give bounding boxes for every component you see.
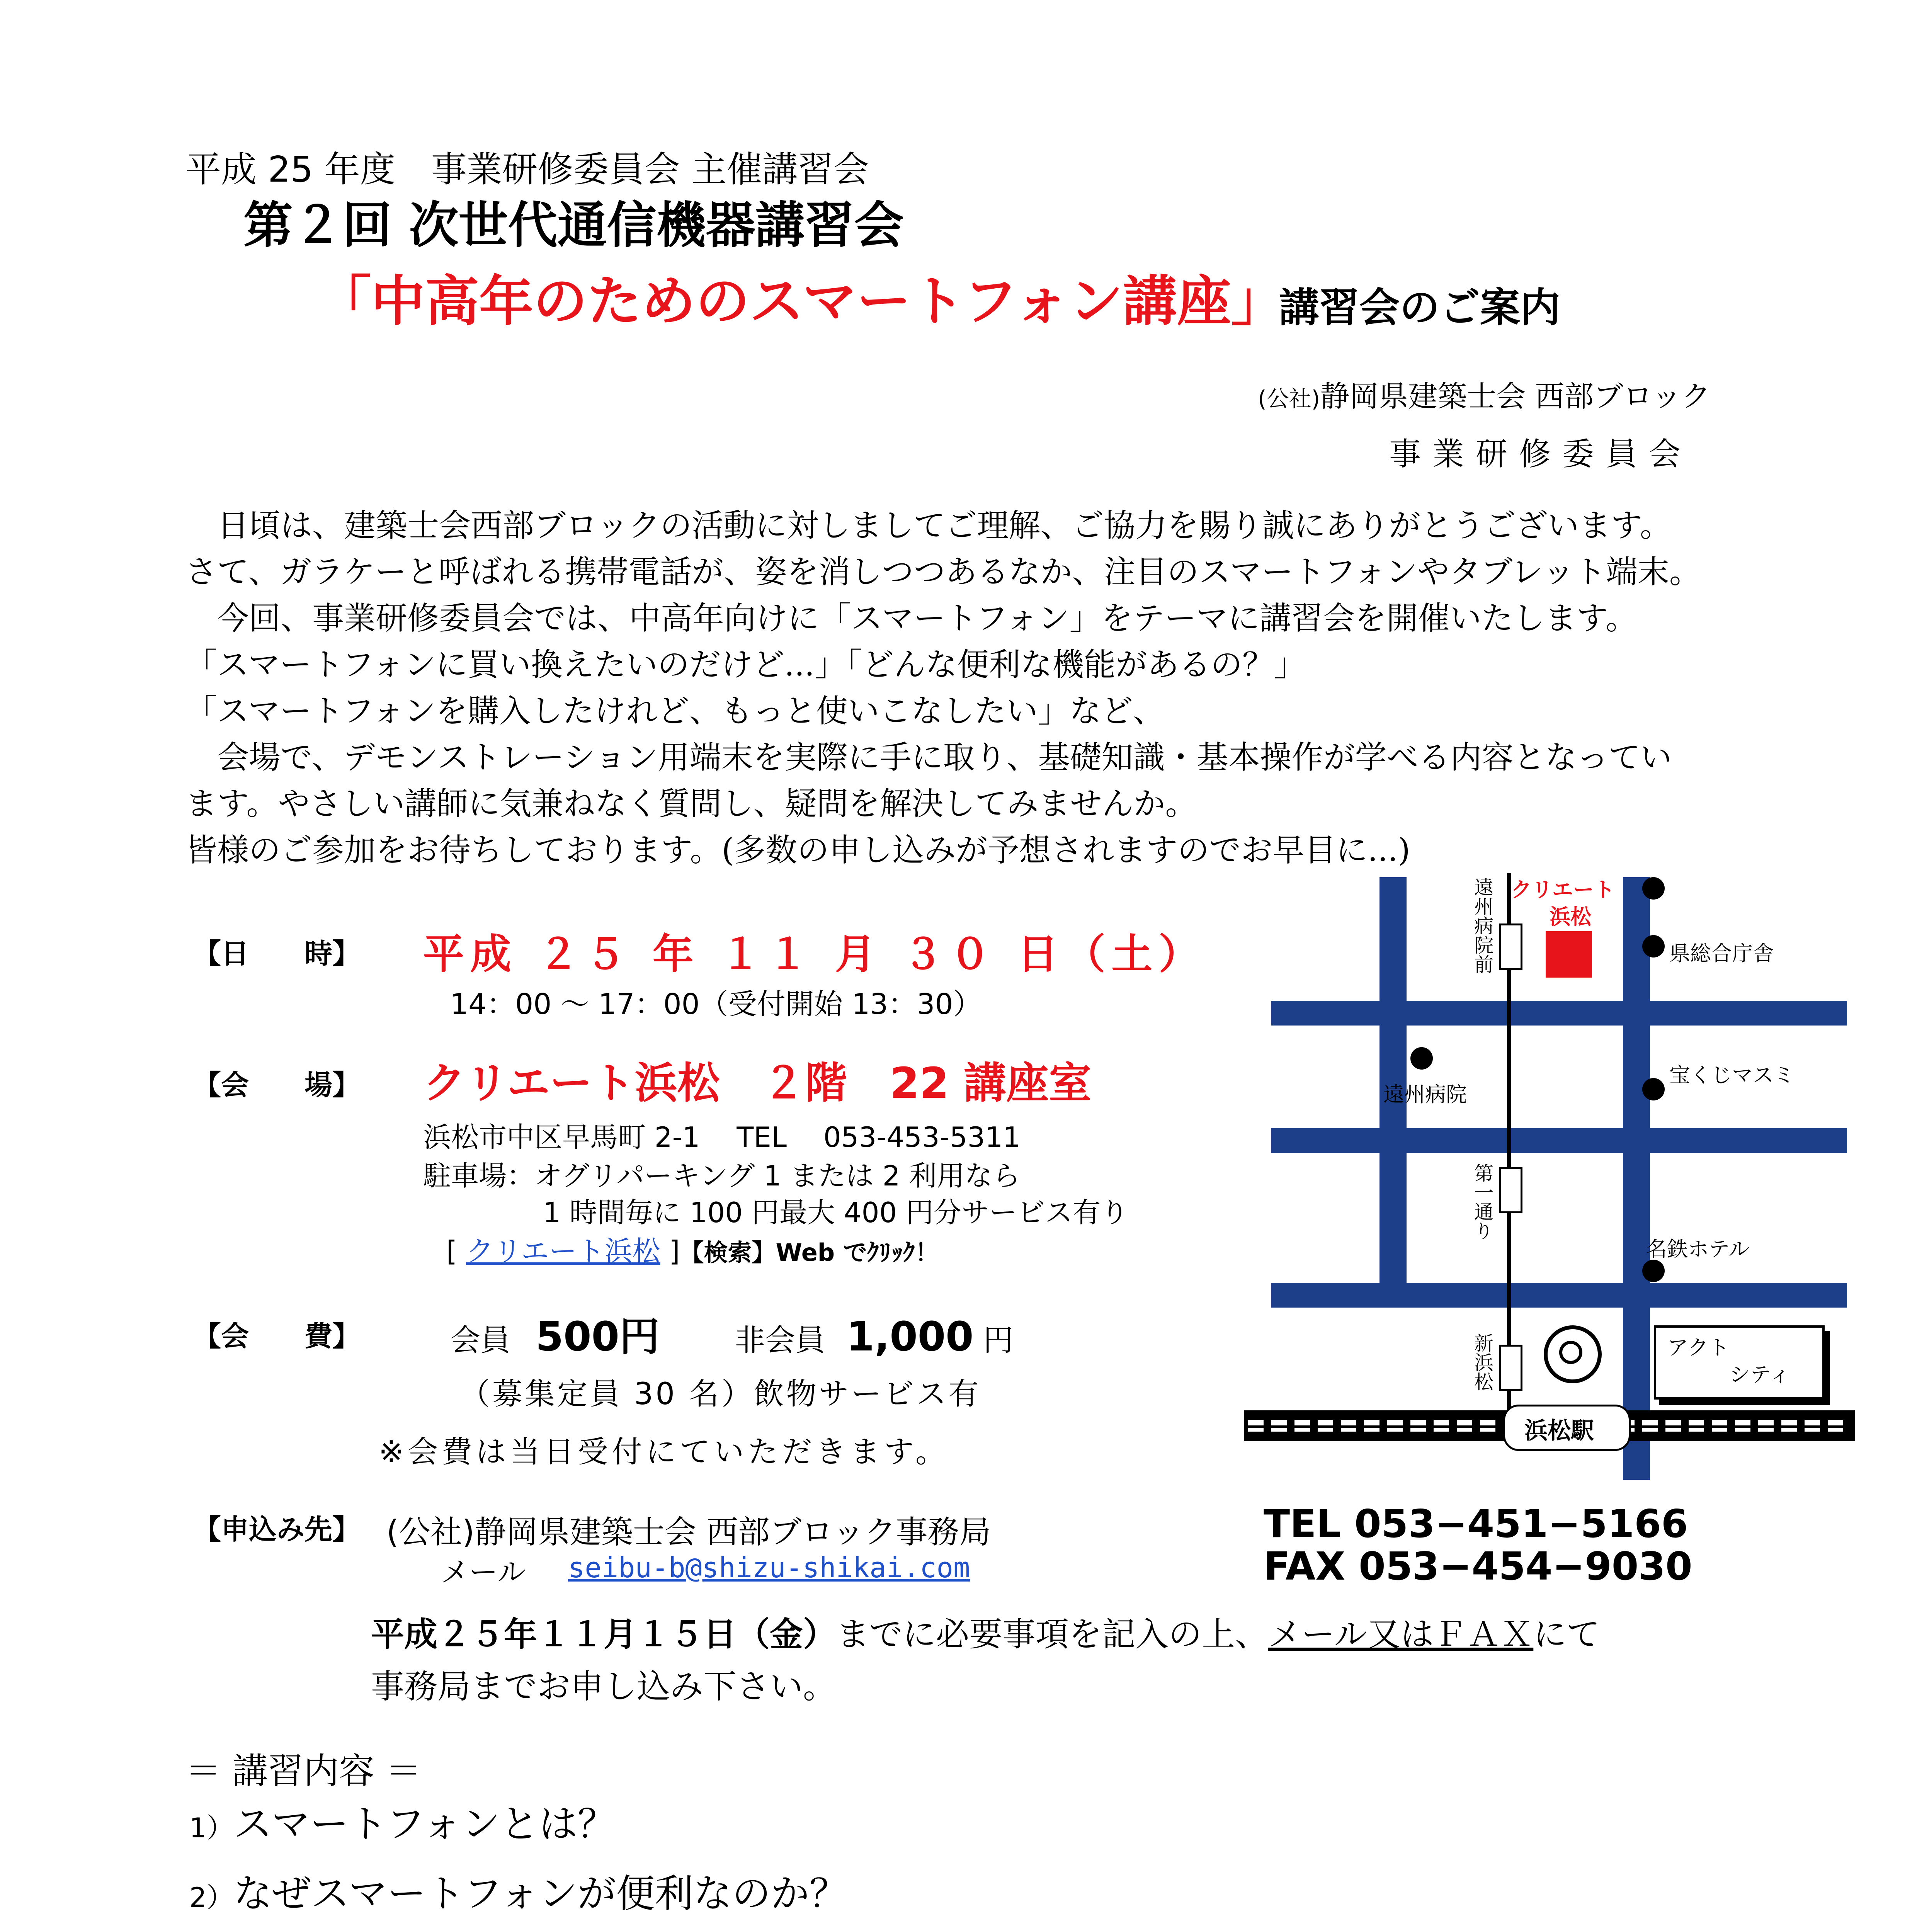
organizer-name: 静岡県建築士会 西部ブロック bbox=[1320, 379, 1711, 413]
content-item-text: スマートフォンとは？ bbox=[233, 1801, 616, 1847]
station-label: 浜松駅 bbox=[1524, 1417, 1594, 1444]
course-title: 「中高年のためのスマートフォン講座」 bbox=[317, 270, 1286, 333]
deadline-line-2: 事務局までお申し込み下さい。 bbox=[371, 1667, 836, 1706]
contact-email-link[interactable]: seibu-b@shizu-shikai.com bbox=[568, 1551, 970, 1584]
organizer bbox=[1258, 373, 1711, 415]
deadline-line bbox=[371, 1607, 1600, 1655]
venue-map bbox=[1237, 862, 1855, 1480]
fee-label: 【会 費】 bbox=[193, 1320, 361, 1352]
tram-stop-label: 新浜松 bbox=[1471, 1333, 1493, 1391]
intro-line: 「スマートフォンに買い換えたいのだけど...」「どんな便利な機能があるの？」 bbox=[185, 646, 1306, 683]
map-road bbox=[1271, 1128, 1847, 1153]
deadline-text: までに必要事項を記入の上、 bbox=[836, 1615, 1268, 1654]
intro-line: 今回、事業研修委員会では、中高年向けに「スマートフォン」をテーマに講習会を開催いたします。 bbox=[185, 600, 1638, 637]
event-time: 14：00 ～ 17：00（受付開始 13：30） bbox=[450, 988, 982, 1021]
deadline-text-end: にて bbox=[1533, 1615, 1600, 1654]
search-hint: 【検索】Web でｸﾘｯｸ！ bbox=[680, 1238, 939, 1267]
event-title: 第２回 次世代通信機器講習会 bbox=[243, 197, 904, 254]
link-bracket-open: [ bbox=[446, 1235, 458, 1267]
intro-line: 皆様のご参加をお待ちしております。(多数の申し込みが予想されますのでお早目に...) bbox=[185, 832, 1410, 869]
landmark-circle-inner bbox=[1559, 1341, 1582, 1364]
intro-line: さて、ガラケーと呼ばれる携帯電話が、姿を消しつつあるなか、注目のスマートフォンやタブレット端末。 bbox=[185, 554, 1701, 590]
content-item-text: なぜスマートフォンが便利なのか？ bbox=[233, 1871, 848, 1916]
venue-label: 【会 場】 bbox=[193, 1069, 361, 1101]
venue-marker bbox=[1546, 931, 1592, 978]
fee-line bbox=[450, 1304, 1013, 1362]
capacity-info: （募集定員 30 名）飲物サービス有 bbox=[460, 1377, 981, 1412]
fee-note: ※会費は当日受付にていただきます。 bbox=[379, 1435, 950, 1469]
landmark-label: 名鉄ホテル bbox=[1646, 1237, 1750, 1261]
contact-tel: TEL 053−451−5166 bbox=[1264, 1501, 1688, 1546]
map-road bbox=[1271, 1001, 1847, 1026]
intro-line: ます。やさしい講師に気兼ねなく質問し、疑問を解決してみませんか。 bbox=[185, 786, 1197, 822]
tram-stop-label: 遠州病院前 bbox=[1471, 877, 1493, 974]
landmark-label: 県総合庁舎 bbox=[1669, 941, 1774, 966]
event-date: 平成 ２５ 年 １１ 月 ３０ 日（土） bbox=[423, 930, 1206, 978]
tram-stop-marker bbox=[1499, 923, 1522, 970]
fee-member-label: 会員 bbox=[450, 1323, 511, 1358]
intro-line: 会場で、デモンストレーション用端末を実際に手に取り、基礎知識・基本操作が学べる内容となってい bbox=[185, 739, 1672, 776]
event-series-label: 平成 25 年度 事業研修委員会 主催講習会 bbox=[185, 149, 869, 190]
intro-line: 「スマートフォンを購入したけれど、もっと使いこなしたい」など、 bbox=[185, 693, 1165, 730]
content-item-number: 2） bbox=[189, 1882, 234, 1913]
map-road bbox=[1271, 1283, 1847, 1308]
venue-address: 浜松市中区早馬町 2-1 TEL 053-453-5311 bbox=[423, 1121, 1021, 1153]
venue-link[interactable]: クリエート浜松 bbox=[466, 1235, 660, 1267]
map-road bbox=[1623, 877, 1650, 1480]
fee-member-amount: 500円 bbox=[535, 1313, 660, 1360]
fee-non-member-label: 非会員 bbox=[735, 1323, 825, 1358]
committee-name: 事業研修委員会 bbox=[1389, 436, 1692, 473]
tram-stop-label: 第一通り bbox=[1471, 1163, 1493, 1240]
parking-note: 1 時間毎に 100 円最大 400 円分サービス有り bbox=[543, 1196, 1129, 1229]
deadline-method: メール又はＦＡＸ bbox=[1268, 1615, 1534, 1654]
landmark-dot bbox=[1642, 1260, 1665, 1282]
act-city-label: アクト bbox=[1667, 1335, 1730, 1360]
venue-link-line bbox=[446, 1229, 939, 1269]
contact-fax: FAX 053−454−9030 bbox=[1264, 1544, 1692, 1589]
tram-stop-marker bbox=[1499, 1345, 1522, 1391]
contact-org: (公社)静岡県建築士会 西部ブロック事務局 bbox=[386, 1514, 991, 1551]
content-item-number: 1） bbox=[189, 1812, 234, 1844]
fee-non-member-unit: 円 bbox=[983, 1323, 1014, 1358]
landmark-dot bbox=[1642, 1078, 1665, 1100]
content-item bbox=[189, 1793, 616, 1849]
deadline-date: 平成２５年１１月１５日（金） bbox=[371, 1615, 836, 1654]
map-venue-label: クリエート bbox=[1511, 878, 1615, 902]
content-item bbox=[189, 1862, 848, 1918]
map-venue-label: 浜松 bbox=[1550, 905, 1591, 929]
intro-line: 日頃は、建築士会西部ブロックの活動に対しましてご理解、ご協力を賜り誠にありがとうございます。 bbox=[185, 507, 1672, 544]
landmark-label: 遠州病院 bbox=[1383, 1082, 1467, 1107]
landmark-dot bbox=[1642, 935, 1665, 957]
tram-stop-marker bbox=[1499, 1167, 1522, 1213]
mail-label: メール bbox=[441, 1556, 526, 1589]
course-title-suffix: 講習会のご案内 bbox=[1279, 284, 1561, 331]
landmark-dot bbox=[1642, 877, 1665, 900]
act-city-label: シティ bbox=[1729, 1362, 1790, 1387]
venue-name: クリエート浜松 ２階 22 講座室 bbox=[423, 1058, 1092, 1108]
landmark-label: 宝くじマスミ bbox=[1669, 1063, 1795, 1087]
contact-label: 【申込み先】 bbox=[193, 1513, 361, 1546]
organizer-prefix: (公社) bbox=[1258, 386, 1320, 412]
landmark-dot bbox=[1410, 1047, 1433, 1070]
fee-non-member-amount: 1,000 bbox=[846, 1313, 974, 1360]
content-heading: ＝ 講習内容 ＝ bbox=[185, 1750, 422, 1792]
parking-info: 駐車場：オグリパーキング 1 または 2 利用なら bbox=[423, 1160, 1021, 1192]
date-label: 【日 時】 bbox=[193, 937, 361, 970]
link-bracket-close: ] bbox=[669, 1235, 680, 1267]
